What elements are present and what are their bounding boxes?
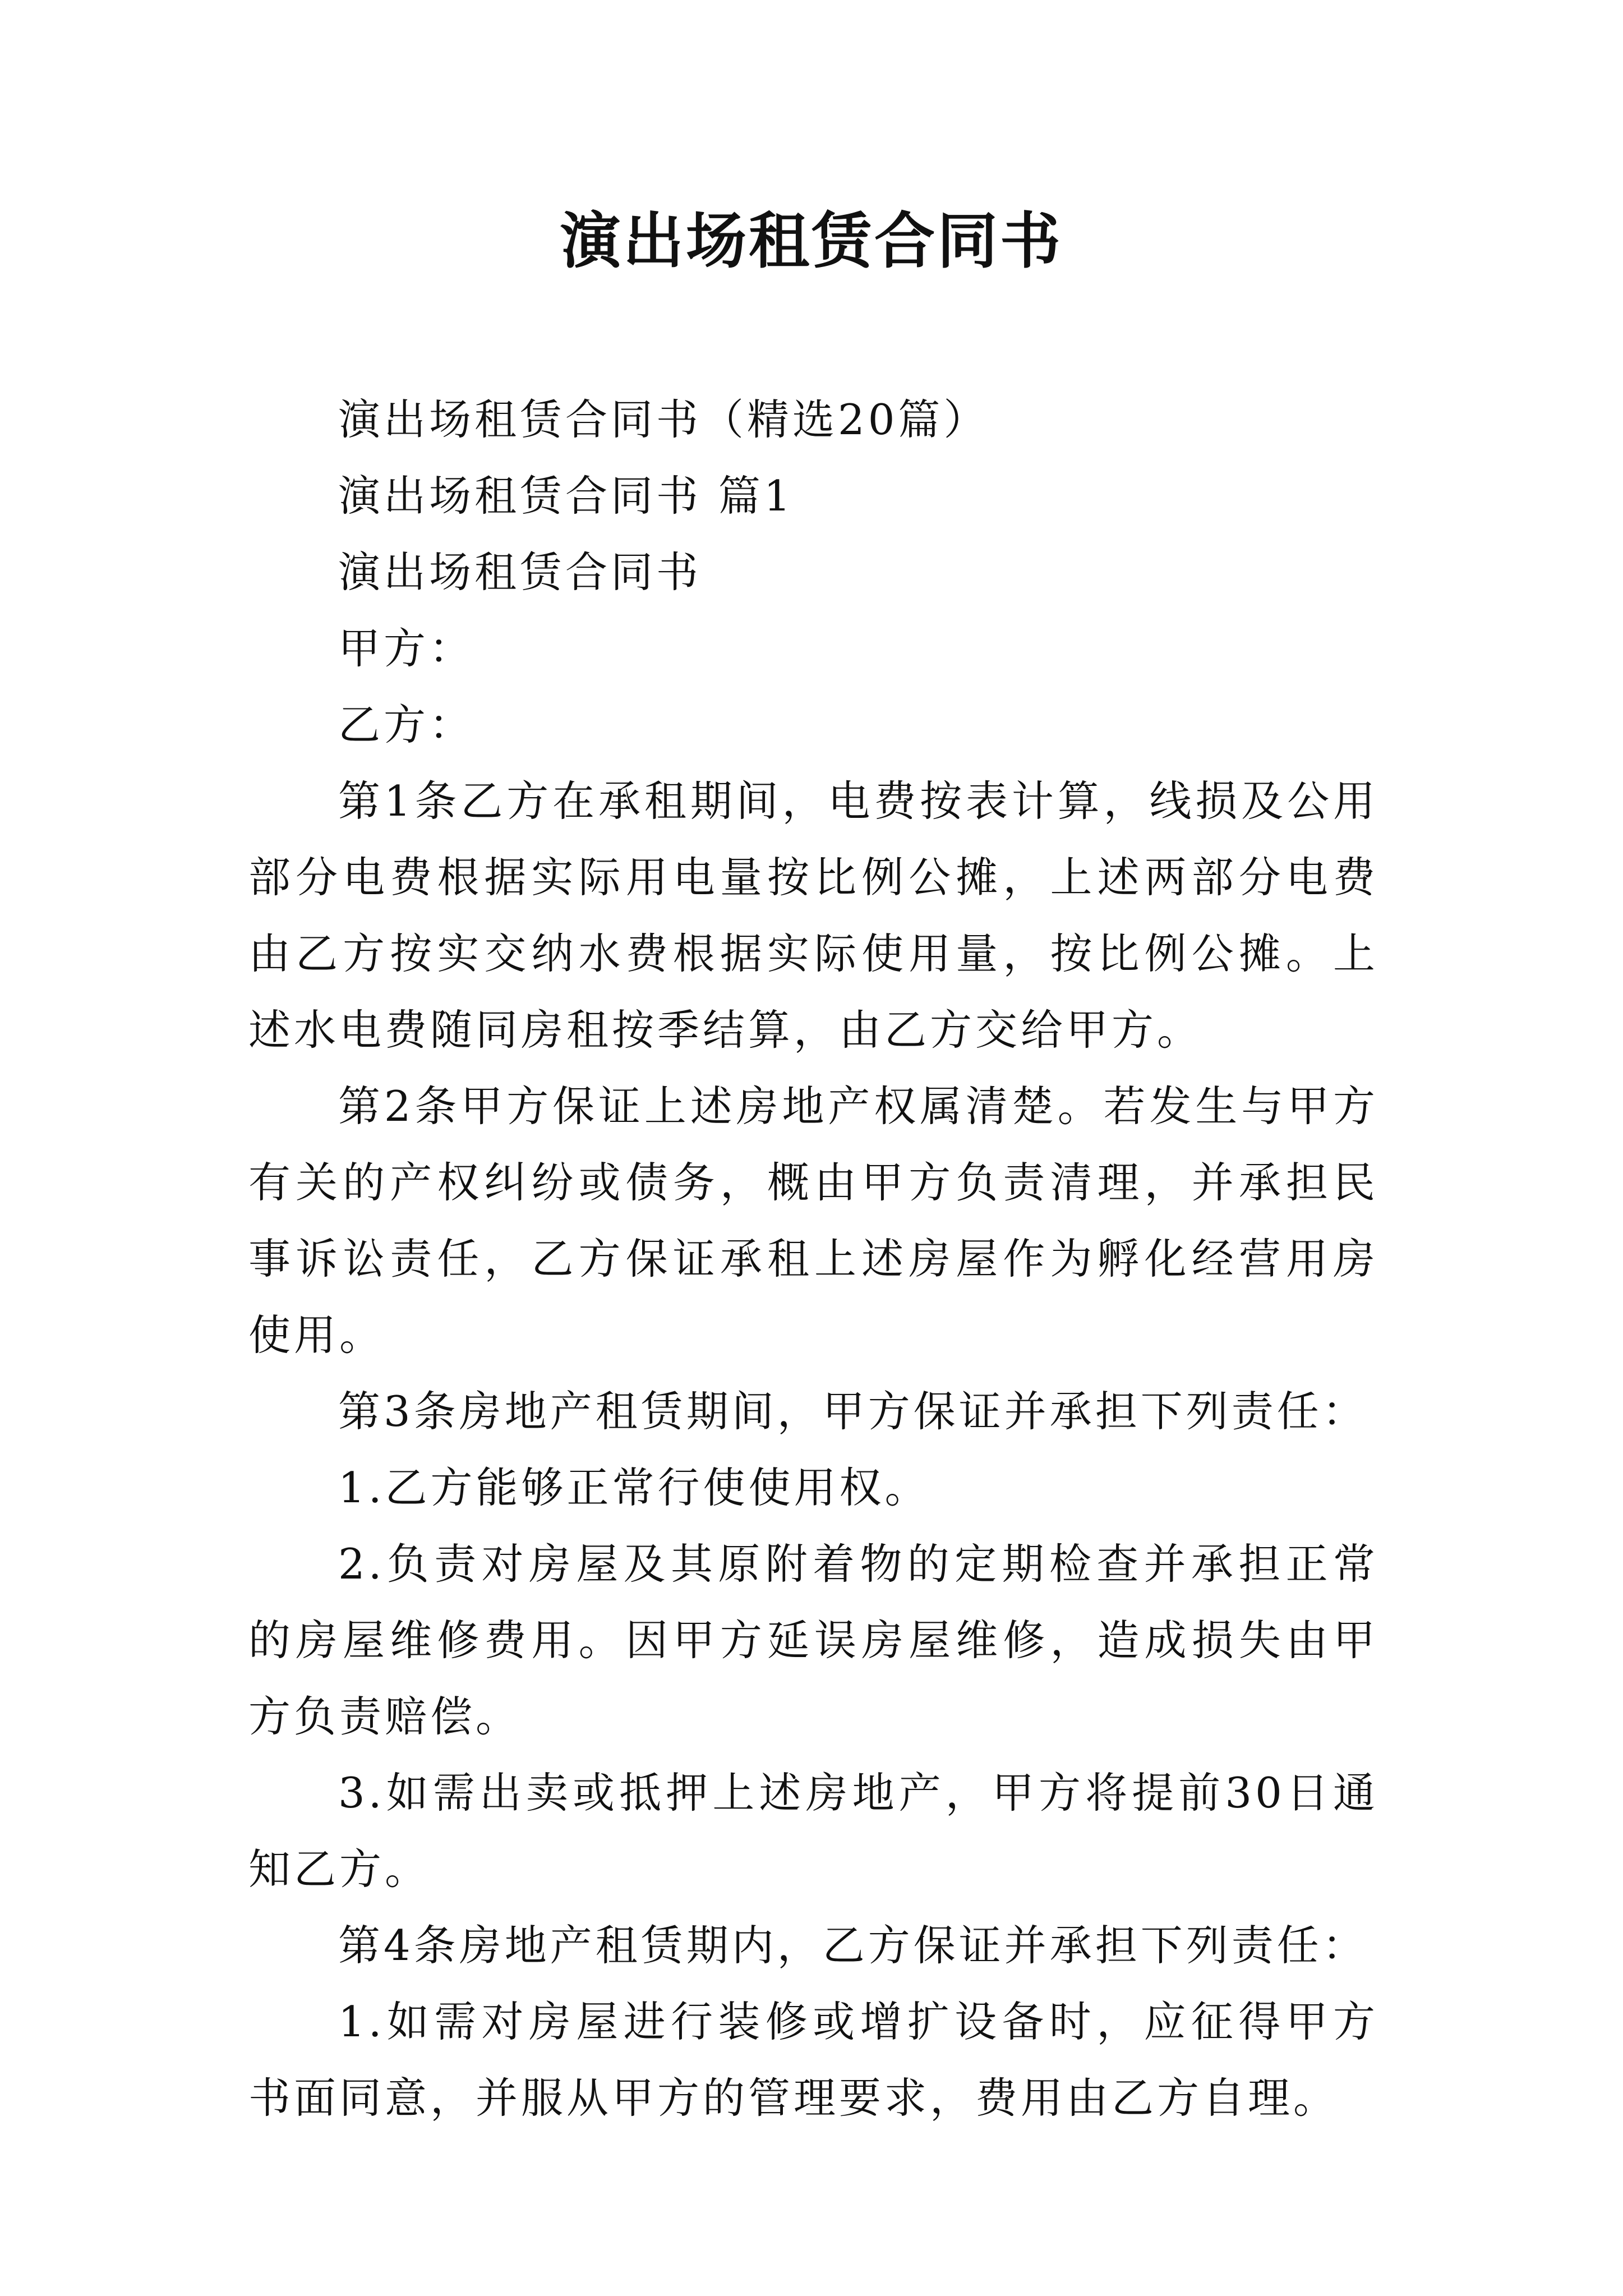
section-heading: 演出场租赁合同书 篇1 <box>338 471 794 521</box>
article-3-item-2: 2.负责对房屋及其原附着物的定期检查并承担正常的房屋维修费用。因甲方延误房屋维修，造成损失由甲方负责赔偿。 <box>248 1539 1378 1741</box>
document-title: 演出场租赁合同书 <box>560 206 1063 277</box>
article-2-paragraph: 第2条甲方保证上述房地产权属清楚。若发生与甲方有关的产权纠纷或债务，概由甲方负责清理，并承担民事诉讼责任，乙方保证承租上述房屋作为孵化经营用房使用。 <box>248 1082 1378 1360</box>
party-a-line: 甲方： <box>338 624 475 673</box>
party-b-line: 乙方： <box>338 700 475 749</box>
contract-heading: 演出场租赁合同书 <box>338 547 702 597</box>
document-body <box>248 381 1378 2136</box>
article-1-paragraph: 第1条乙方在承租期间，电费按表计算，线损及公用部分电费根据实际用电量按比例公摊，上述两部分电费由乙方按实交纳水费根据实际使用量，按比例公摊。上述水电费随同房租按季结算，由乙方交给甲方。 <box>248 776 1378 1055</box>
article-3-paragraph: 第3条房地产租赁期间，甲方保证并承担下列责任： <box>338 1387 1368 1436</box>
article-3-item-3: 3.如需出卖或抵押上述房地产，甲方将提前30日通知乙方。 <box>248 1768 1378 1894</box>
article-3-item-1: 1.乙方能够正常行使使用权。 <box>338 1463 930 1512</box>
subtitle-paragraph: 演出场租赁合同书（精选20篇） <box>338 395 989 444</box>
article-4-paragraph: 第4条房地产租赁期内，乙方保证并承担下列责任： <box>338 1921 1368 1970</box>
article-4-item-1: 1.如需对房屋进行装修或增扩设备时，应征得甲方书面同意，并服从甲方的管理要求，费用由乙方自理。 <box>248 1997 1378 2123</box>
